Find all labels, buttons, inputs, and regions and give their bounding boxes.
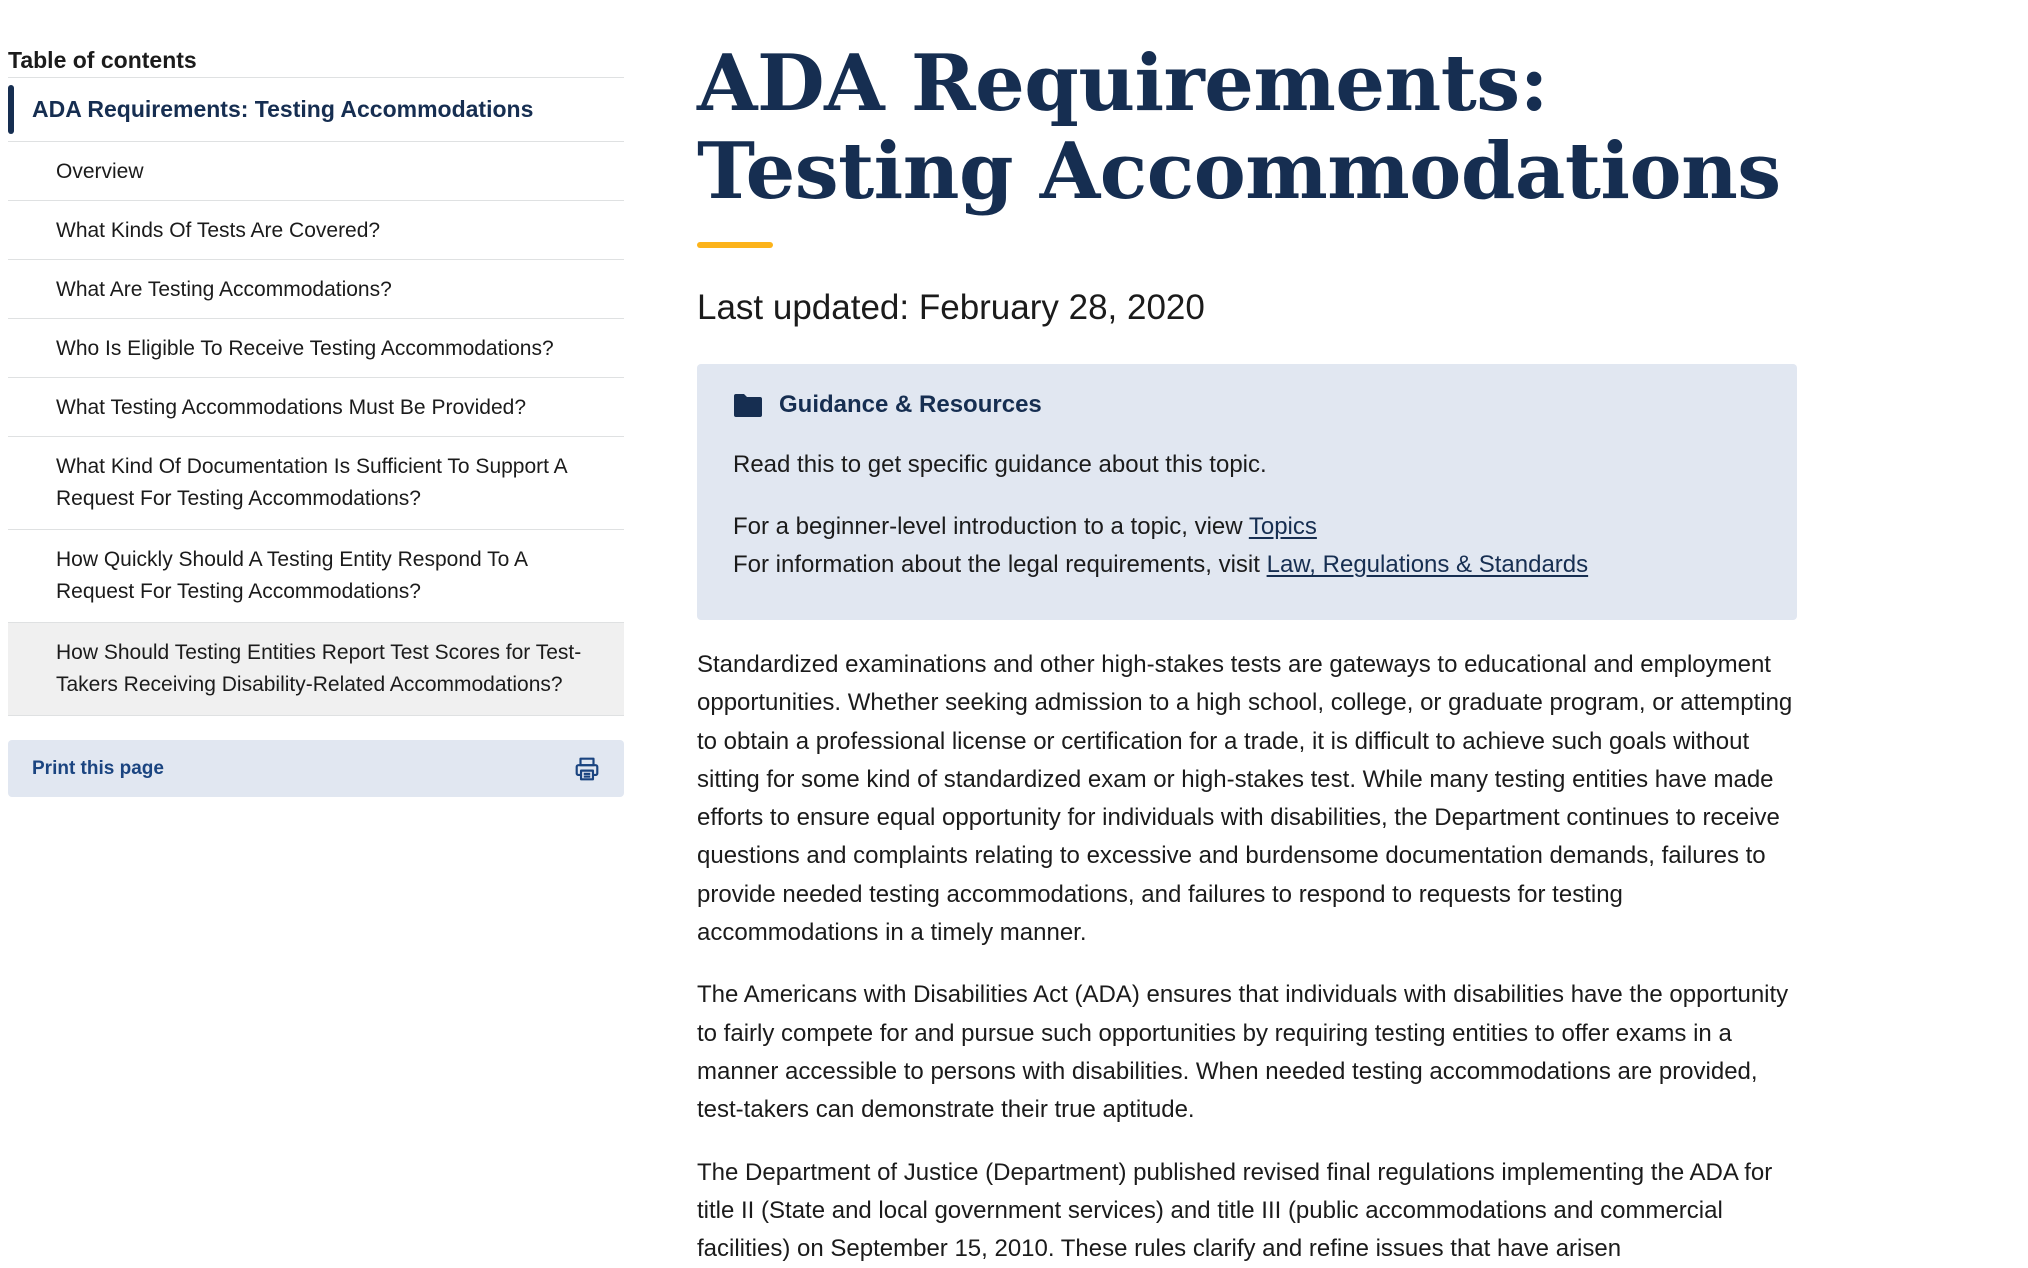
toc-item-testing-accommodations[interactable]: What Are Testing Accommodations? [8, 260, 624, 319]
main-content [697, 40, 1797, 1268]
printer-icon [574, 756, 600, 782]
guidance-intro: Read this to get specific guidance about this topic. [733, 451, 1267, 478]
title-accent-bar [697, 242, 773, 248]
folder-icon [733, 392, 763, 418]
guidance-line-topics-text: For a beginner-level introduction to a topic, view [733, 513, 1249, 540]
topics-link[interactable]: Topics [1248, 513, 1317, 540]
body-paragraph: Standardized examinations and other high-stakes tests are gateways to educational and employment opportunities. Whether seeking admission to a high school, college, or graduate program, or attempting to obtain a professional license or certification for a trade, it is difficult to achieve such goals without sitting for some kind of standardized exam or high-stakes test. While many testing entities have made efforts to ensure equal opportunity for individuals with disabilities, the Department continues to receive questions and complaints relating to excessive and burdensome documentation demands, failures to provide needed testing accommodations, and failures to respond to requests for testing accommodations in a timely manner. [697, 651, 1793, 947]
print-page-label: Print this page [32, 757, 164, 779]
toc-item-kinds-of-tests[interactable]: What Kinds Of Tests Are Covered? [8, 201, 624, 260]
guidance-title: Guidance & Resources [779, 391, 1042, 418]
guidance-line-law [733, 546, 1761, 584]
body-text [697, 646, 1797, 1268]
toc-item-respond-quickly[interactable]: How Quickly Should A Testing Entity Respond To A Request For Testing Accommodations? [8, 530, 624, 623]
guidance-header [733, 388, 1761, 422]
toc-item-report-scores[interactable]: How Should Testing Entities Report Test Scores for Test-Takers Receiving Disability-Related Accommodations? [8, 623, 624, 716]
body-paragraph: The Department of Justice (Department) published revised final regulations implementing the ADA for title II (State and local government services) and title III (public accommodations and commercial facilities) on September 15, 2010. These rules clarify and refine issues that have arisen [697, 1158, 1773, 1263]
guidance-line-law-text: For information about the legal requirements, visit [733, 551, 1267, 578]
toc-item-documentation[interactable]: What Kind Of Documentation Is Sufficient To Support A Request For Testing Accommodations? [8, 437, 624, 530]
last-updated: Last updated: February 28, 2020 [697, 288, 1205, 327]
toc-item-current[interactable]: ADA Requirements: Testing Accommodations [8, 78, 624, 142]
guidance-links [733, 508, 1761, 584]
guidance-panel [697, 364, 1797, 620]
toc-item-must-be-provided[interactable]: What Testing Accommodations Must Be Provided? [8, 378, 624, 437]
law-regulations-standards-link[interactable]: Law, Regulations & Standards [1266, 551, 1589, 578]
print-page-button[interactable] [8, 740, 624, 797]
toc-list [8, 78, 624, 716]
toc-item-overview[interactable]: Overview [8, 142, 624, 201]
guidance-line-topics [733, 508, 1761, 546]
body-paragraph: The Americans with Disabilities Act (ADA) ensures that individuals with disabilities have the opportunity to fairly compete for and pursue such opportunities by requiring testing entities to offer exams in a manner accessible to persons with disabilities. When needed testing accommodations are provided, test-takers can demonstrate their true aptitude. [697, 981, 1789, 1124]
table-of-contents [8, 44, 624, 797]
toc-item-eligibility[interactable]: Who Is Eligible To Receive Testing Accommodations? [8, 319, 624, 378]
page-title: ADA Requirements: Testing Accommodations [697, 38, 1781, 217]
toc-heading: Table of contents [8, 44, 624, 78]
